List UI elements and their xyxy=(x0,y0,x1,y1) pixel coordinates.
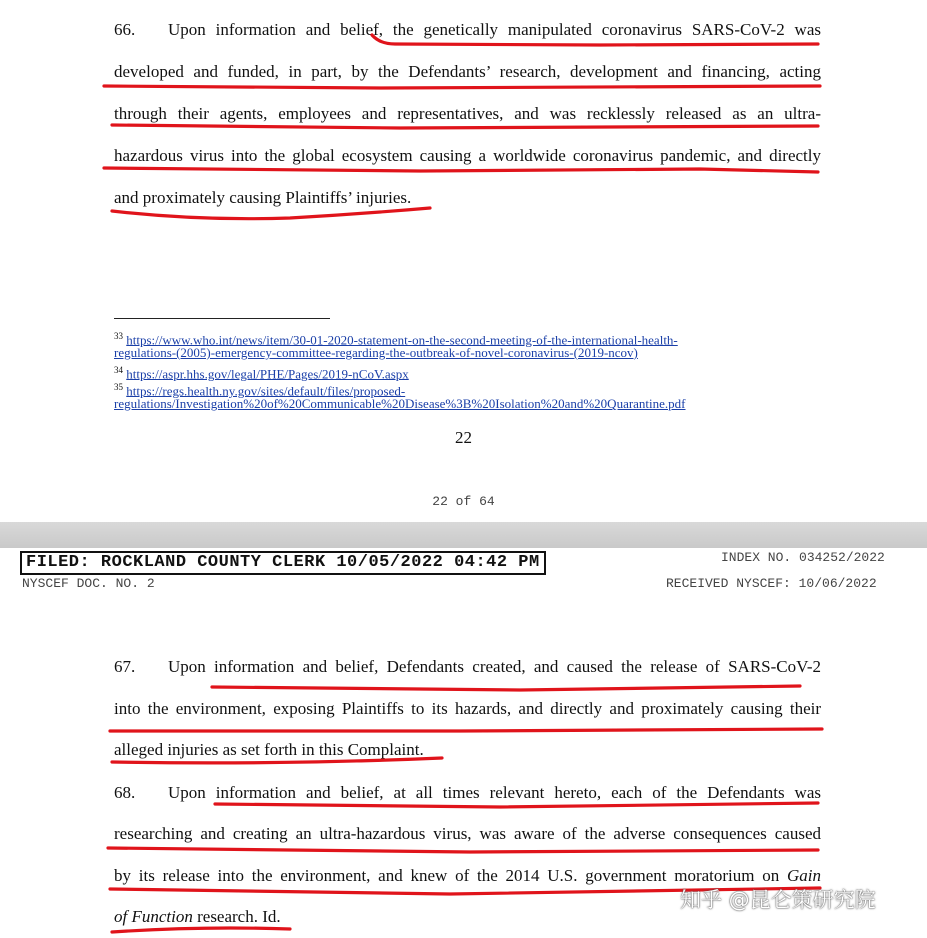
footnote-34-number: 34 xyxy=(114,365,123,375)
para67-line-1 xyxy=(114,657,821,677)
para66-line-1 xyxy=(114,20,821,40)
footnote-35-number: 35 xyxy=(114,382,123,392)
footnote-33-link[interactable]: https://www.who.int/news/item/30-01-2020-statement-on-the-second-meeting-of-the-international-health- xyxy=(126,332,678,348)
footnote-34-link[interactable]: https://aspr.hhs.gov/legal/PHE/Pages/2019-nCoV.aspx xyxy=(126,366,409,382)
para67-number: 67. xyxy=(114,657,136,676)
nyscef-doc-number: NYSCEF DOC. NO. 2 xyxy=(22,576,155,591)
para68-line-4 xyxy=(114,907,281,927)
filed-banner: FILED: ROCKLAND COUNTY CLERK 10/05/2022 04:42 PM xyxy=(20,551,546,575)
received-date: RECEIVED NYSCEF: 10/06/2022 xyxy=(666,576,877,591)
footnote-35-link-cont[interactable]: regulations/Investigation%20of%20Communicable%20Disease%3B%20Isolation%20and%20Quarantine.pdf xyxy=(114,396,686,411)
footnote-rule xyxy=(114,318,330,319)
footnote-35-cont xyxy=(114,396,686,412)
para66-number: 66. xyxy=(114,20,136,39)
para66-line-4: hazardous virus into the global ecosystem causing a worldwide coronavirus pandemic, and directly xyxy=(114,146,821,165)
para68-line-3 xyxy=(114,866,821,886)
footnote-33-number: 33 xyxy=(114,331,123,341)
page-number: 22 xyxy=(455,428,472,447)
para68-text-4: research. Id. xyxy=(192,907,281,926)
index-number: INDEX NO. 034252/2022 xyxy=(721,550,885,565)
para66-line-3: through their agents, employees and representatives, and was recklessly released as an ultra- xyxy=(114,104,821,123)
para67-line-2: into the environment, exposing Plaintiffs to its hazards, and directly and proximately causing their xyxy=(114,699,821,718)
zhihu-watermark: 知乎 @昆仑策研究院 xyxy=(680,888,876,912)
para68-line-1 xyxy=(114,783,821,803)
para68-italic-of-function: of Function xyxy=(114,907,193,926)
page-of-count: 22 of 64 xyxy=(432,494,495,509)
para67-line-3: alleged injuries as set forth in this Complaint. xyxy=(114,740,424,759)
para66-text-1: Upon information and belief, the genetically manipulated coronavirus SARS-CoV-2 was xyxy=(168,20,821,39)
para68-text-3: by its release into the environment, and knew of the 2014 U.S. government moratorium on xyxy=(114,866,780,885)
page-separator xyxy=(0,522,927,548)
para68-italic-gain: Gain xyxy=(787,866,821,885)
para66-line-5: and proximately causing Plaintiffs’ injuries. xyxy=(114,188,412,207)
para66-line-2: developed and funded, in part, by the Defendants’ research, development and financing, acting xyxy=(114,62,821,81)
footnote-33-cont xyxy=(114,345,638,361)
para68-number: 68. xyxy=(114,783,136,802)
footnote-35-link[interactable]: https://regs.health.ny.gov/sites/default/files/proposed- xyxy=(126,383,406,399)
footnote-33-link-cont[interactable]: regulations-(2005)-emergency-committee-regarding-the-outbreak-of-novel-coronavirus-(2019-ncov) xyxy=(114,345,638,360)
para68-text-1: Upon information and belief, at all times relevant hereto, each of the Defendants was xyxy=(168,783,821,802)
para68-line-2: researching and creating an ultra-hazardous virus, was aware of the adverse consequences caused xyxy=(114,824,821,843)
para67-text-1: Upon information and belief, Defendants created, and caused the release of SARS-CoV-2 xyxy=(168,657,821,676)
